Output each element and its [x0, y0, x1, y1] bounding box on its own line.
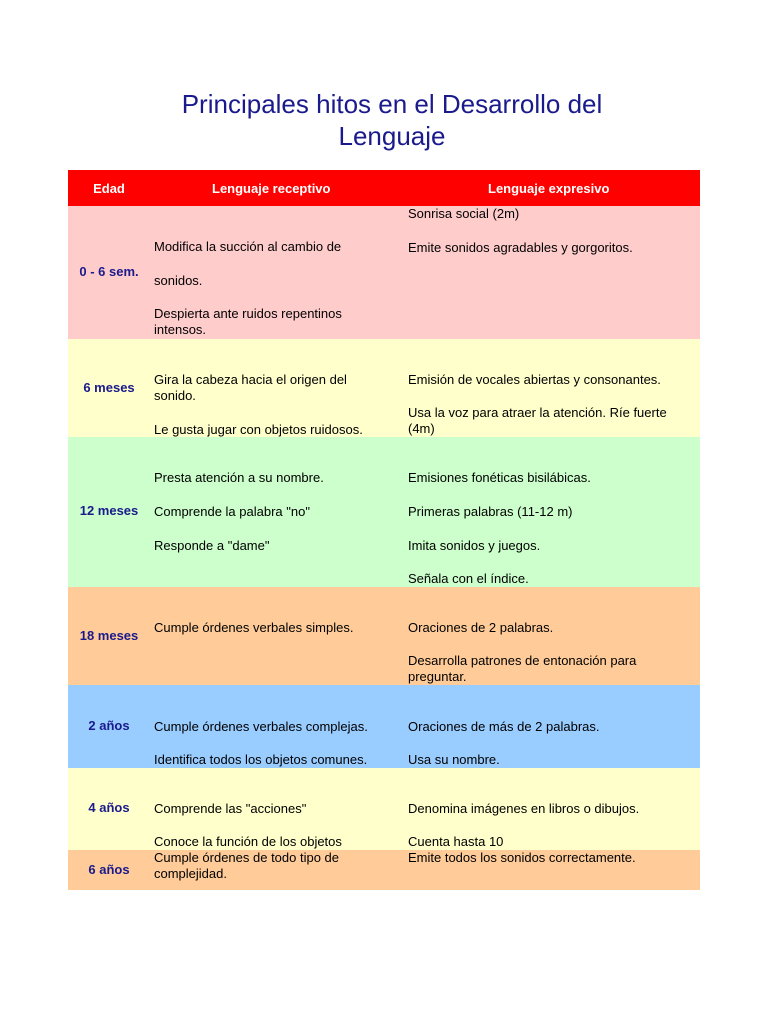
receptive-item: Cumple órdenes verbales simples.	[154, 620, 354, 635]
title-line-2: Lenguaje	[338, 121, 446, 151]
expressive-item: Denomina imágenes en libros o dibujos.	[408, 801, 640, 816]
age-cell: 0 - 6 sem.	[79, 264, 139, 279]
age-cell: 18 meses	[79, 628, 139, 643]
expressive-item: Primeras palabras (11-12 m)	[408, 504, 573, 519]
expressive-item: Emisión de vocales abiertas y consonantes.	[408, 372, 661, 387]
receptive-item: Responde a "dame"	[154, 538, 270, 553]
receptive-item: Cumple órdenes de todo tipo de complejidad.	[154, 850, 340, 881]
expressive-item: Sonrisa social (2m)	[408, 206, 520, 221]
age-cell: 12 meses	[79, 503, 139, 518]
expressive-item: Emite sonidos agradables y gorgoritos.	[408, 240, 633, 255]
age-cell: 6 años	[88, 862, 130, 877]
receptive-item: Despierta ante ruidos repentinos intensos.	[154, 306, 342, 337]
receptive-item: Comprende la palabra "no"	[154, 504, 310, 519]
header-expresivo: Lenguaje expresivo	[488, 181, 610, 196]
table-header	[68, 170, 700, 206]
table-row	[68, 850, 700, 890]
receptive-item: Identifica todos los objetos comunes.	[154, 752, 368, 767]
receptive-item: Modifica la succión al cambio de	[154, 239, 342, 254]
table-row	[68, 768, 700, 850]
milestones-table	[68, 170, 700, 890]
expressive-item: Oraciones de 2 palabras.	[408, 620, 554, 635]
expressive-item: Señala con el índice.	[408, 571, 529, 586]
table-row	[68, 437, 700, 587]
expressive-item: Emite todos los sonidos correctamente.	[408, 850, 636, 865]
expressive-item: Usa la voz para atraer la atención. Ríe fuerte (4m)	[408, 405, 667, 436]
table-row	[68, 339, 700, 437]
receptive-item: Presta atención a su nombre.	[154, 470, 324, 485]
receptive-item: Le gusta jugar con objetos ruidosos.	[154, 422, 363, 437]
title-line-1: Principales hitos en el Desarrollo del	[181, 89, 603, 119]
expressive-item: Emisiones fonéticas bisilábicas.	[408, 470, 591, 485]
age-cell: 6 meses	[83, 380, 135, 395]
table-row	[68, 206, 700, 339]
header-edad: Edad	[93, 181, 125, 196]
receptive-item: Cumple órdenes verbales complejas.	[154, 719, 368, 734]
receptive-item: Gira la cabeza hacia el origen del sonido.	[154, 372, 347, 403]
table-row	[68, 587, 700, 685]
age-cell: 2 años	[88, 718, 130, 733]
expressive-item: Cuenta hasta 10	[408, 834, 504, 849]
table-row	[68, 685, 700, 768]
header-receptivo: Lenguaje receptivo	[212, 181, 331, 196]
expressive-item: Oraciones de más de 2 palabras.	[408, 719, 600, 734]
expressive-item: Imita sonidos y juegos.	[408, 538, 541, 553]
expressive-item: Usa su nombre.	[408, 752, 500, 767]
age-cell: 4 años	[88, 800, 130, 815]
receptive-item: Comprende las "acciones"	[154, 801, 307, 816]
receptive-item: Conoce la función de los objetos	[154, 834, 342, 849]
receptive-item: sonidos.	[154, 273, 203, 288]
page-title	[0, 88, 768, 152]
expressive-item: Desarrolla patrones de entonación para preguntar.	[408, 653, 637, 684]
